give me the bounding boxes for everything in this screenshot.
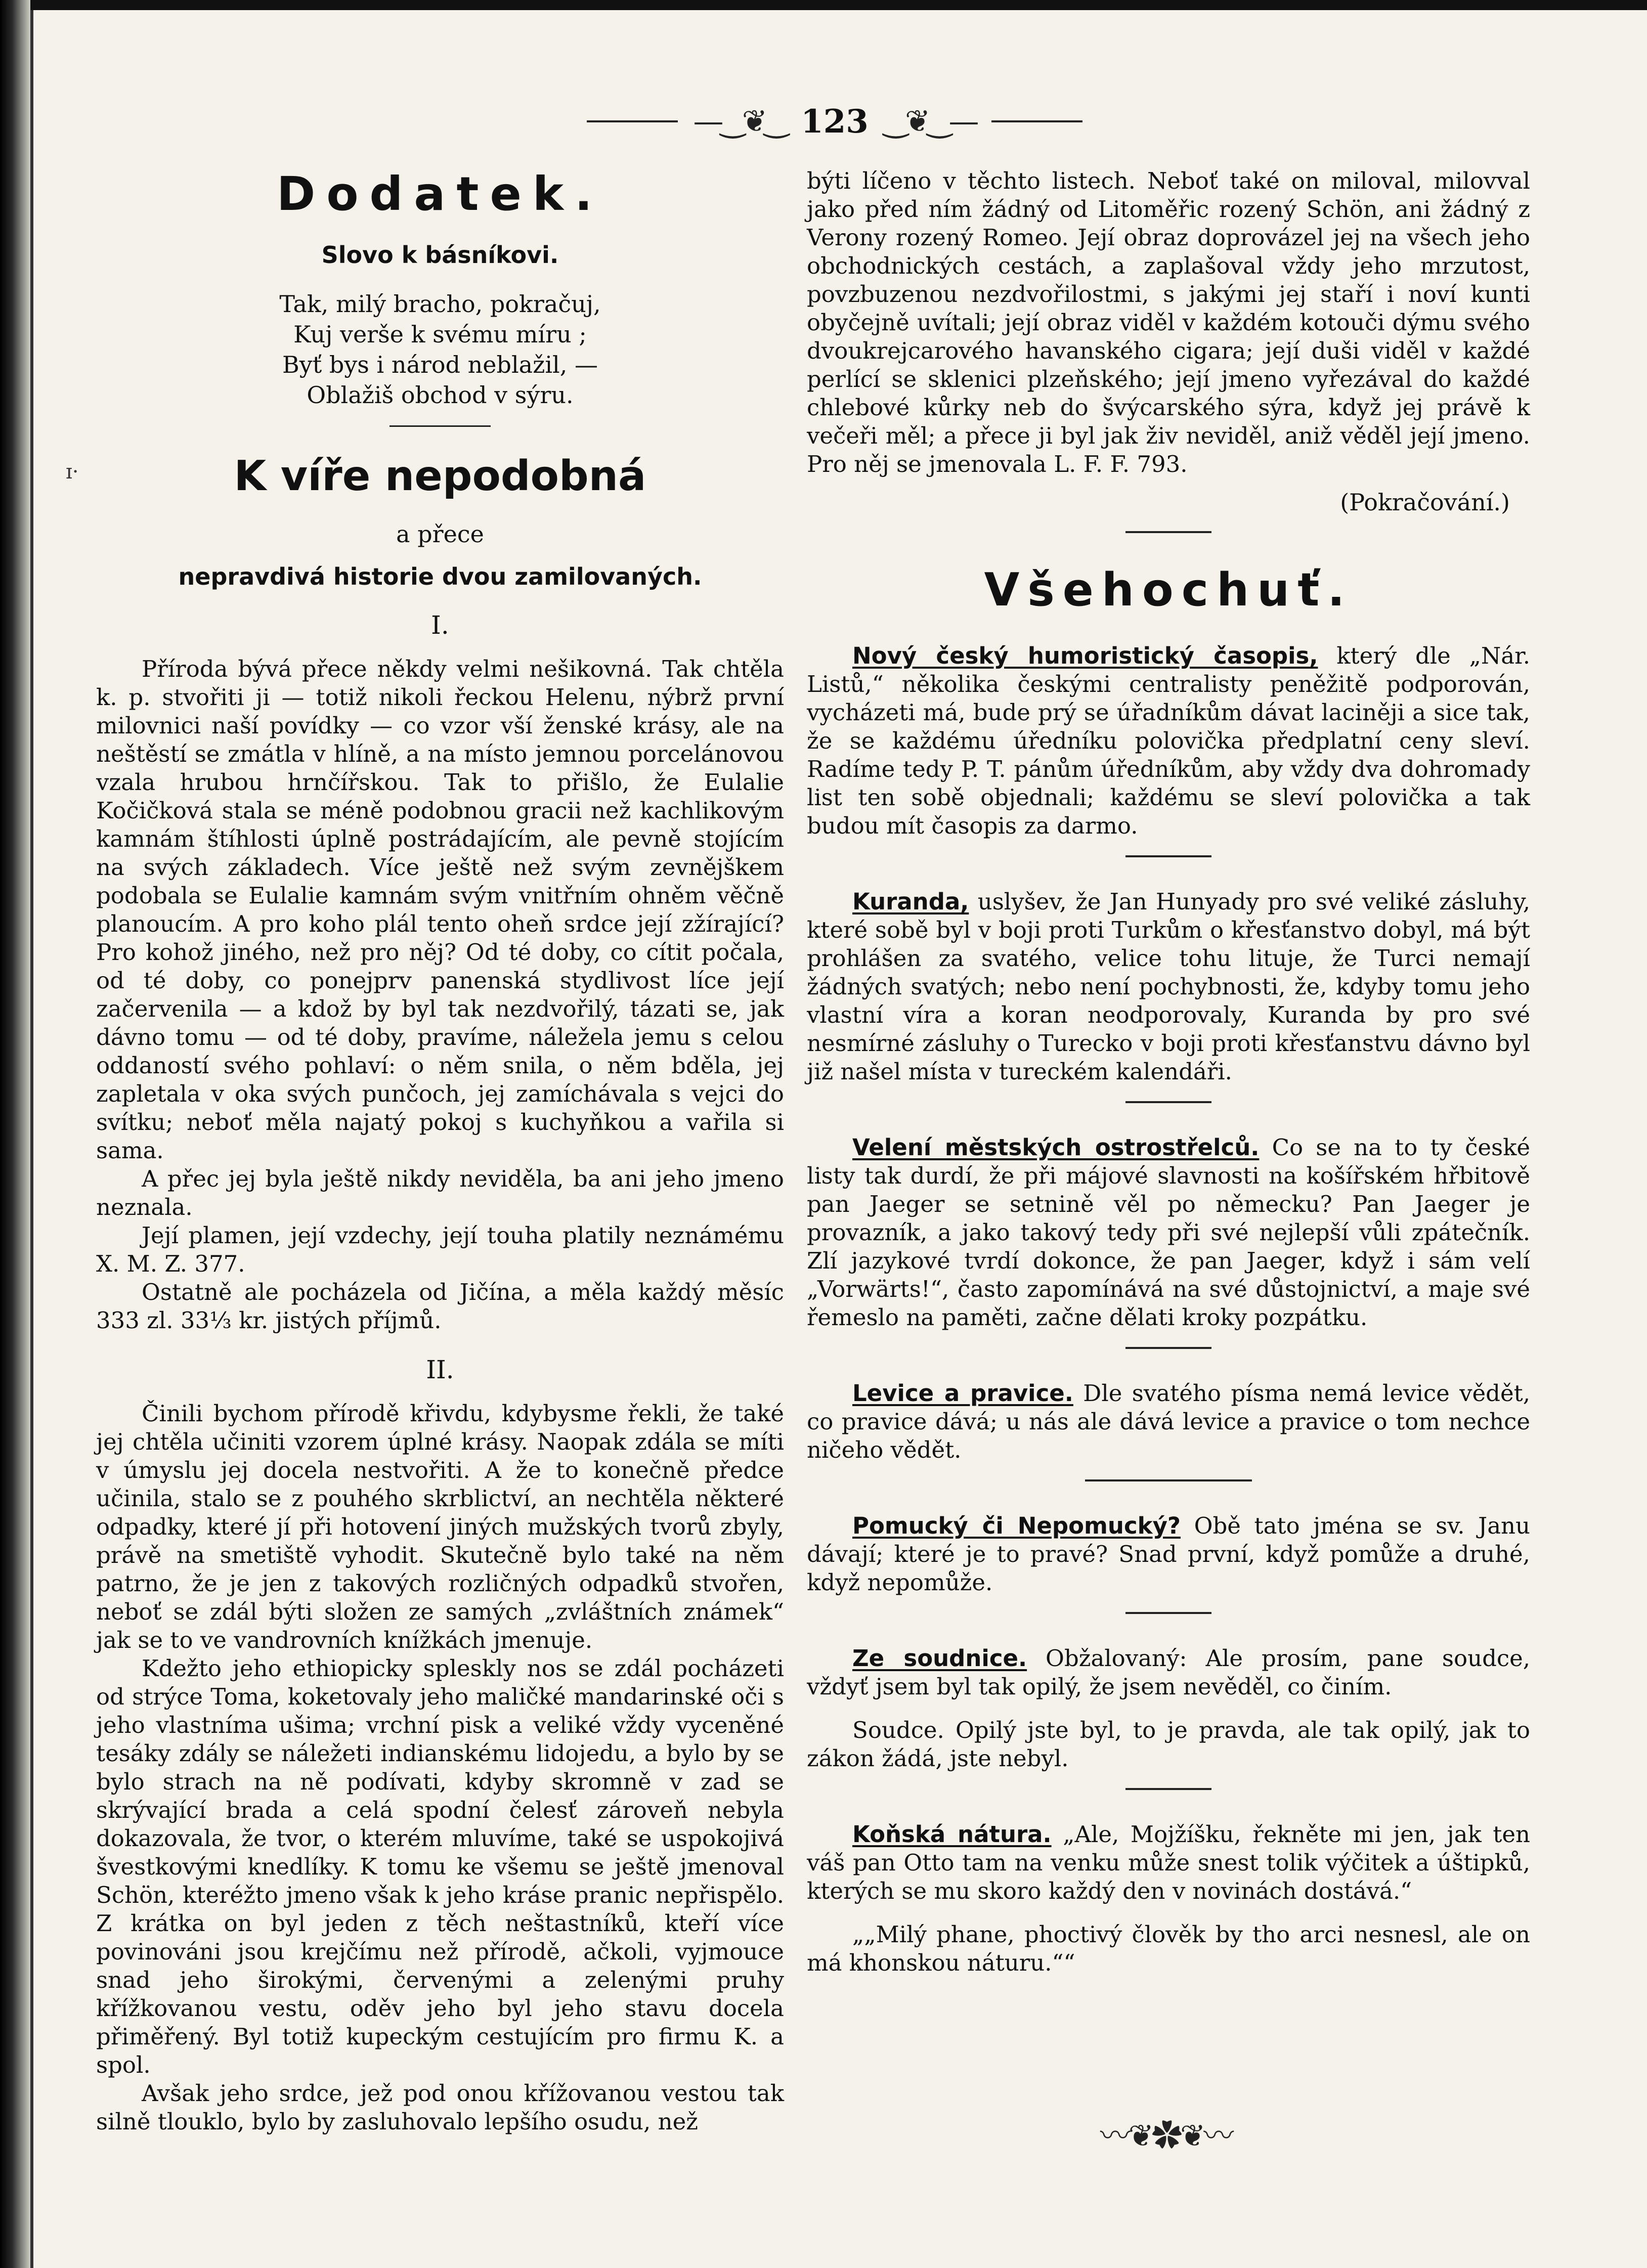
page-number: 123 [801, 102, 869, 141]
story-paragraph: Činili bychom přírodě křivdu, kdybysme řekli, že také jej chtěla učiniti vzorem úplné krásy. Naopak zdála se míti v úmyslu jej docela nestvořiti. A že to konečně předce učinila, stalo se z pouhého skrblictví, an nechtěla některé odpadky, které jí při hotovení jiných mužských tvorů zbyly, právě na smetiště vyhodit. Skutečně bylo také na něm patrno, že je jen z takových rozličných odpadků stvořen, neboť se zdál býti složen ze samých „zvláštních známek“ jak se to ve vandrovních knížkách jmenuje. [96, 1400, 784, 1653]
entry-text: Co se na to ty české listy tak durdí, že při májové slavnosti na košířském hřbitově pan Jaeger se setnině věl po německu? Pan Jaeger je provazník, a jako takový tedy při své nejlepší vůli zpátečník. Zlí jazykové tvrdí dokonce, že pan Jaeger, když i sám velí „Vorwärts!“, často zapomínává na své důstojnictví, a maje své řemeslo na paměti, začne dělati kroky pozpátku. [807, 1134, 1530, 1331]
header-ornament-left: —‿❦‿ [693, 104, 786, 139]
story-paragraph: Její plamen, její vzdechy, její touha platily neznámému X. M. Z. 377. [96, 1222, 784, 1277]
story-paragraph: A přec jej byla ještě nikdy neviděla, ba ani jeho jmeno neznala. [96, 1165, 784, 1220]
entry-separator [1125, 1101, 1211, 1103]
header-rule-left [587, 120, 678, 122]
story-paragraph: Ostatně ale pocházela od Jičína, a měla každý měsíc 333 zl. 33⅓ kr. jistých příjmů. [96, 1279, 784, 1334]
miscellany-entry [807, 1644, 1530, 1701]
entry-separator [1125, 1612, 1211, 1614]
verse-line: Oblažiš obchod v sýru. [307, 381, 574, 409]
story-title: K víře nepodobná [234, 452, 646, 500]
entry-lead: Pomucký či Nepomucký? [852, 1512, 1181, 1539]
entry-separator [1085, 1479, 1252, 1481]
entry-lead: Levice a pravice. [852, 1380, 1073, 1407]
book-spine-shadow [0, 0, 30, 2268]
header-rule-right [991, 120, 1082, 122]
footer-ornament: 〰❦✿❦〰 [1100, 2118, 1232, 2154]
verse-line: Tak, milý bracho, pokračuj, [279, 290, 601, 318]
miscellany-entry-continuation: Soudce. Opilý jste byl, to je pravda, ale tak opilý, jak to zákon žádá, jste nebyl. [807, 1717, 1530, 1772]
section-rule [1125, 531, 1211, 533]
story-continuation: býti líčeno v těchto listech. Neboť také on miloval, milovval jako před ním žádný od Litoměřic rozený Schön, ani žádný z Verony rozený Romeo. Její obraz doprovázel jej na všech jeho obchodnických cestách, a zaplašoval vždy jeho mrzutost, povzbuzenou nezdvořilostmi, s jakými jej staří i noví kunti obyčejně uvítali; její obraz viděl v každém kotouči dýmu svého dvoukrejcarového havanského cigara; její duši viděl v každé perlící se sklenici plzeňského; její jmeno vyřezával do každé chlebové kůrky neb do švýcarského sýra, když jej právě k večeři měl; a přece ji byl jak živ neviděl, aniž věděl její jmeno. Pro něj se jmenovala L. F. F. 793. [807, 167, 1530, 477]
entry-text: Dle svatého písma nemá levice vědět, co pravice dává; u nás ale dává levice a pravice o tom nechce ničeho vědět. [807, 1380, 1530, 1463]
story-connector: a přece [396, 520, 484, 548]
verse-line: Kuj verše k svému míru ; [293, 321, 587, 348]
dodatek-title: Dodatek. [276, 167, 604, 221]
verse-line: Byť bys i národ neblažil, — [282, 351, 598, 378]
dodatek-subtitle: Slovo k básníkovi. [321, 241, 559, 269]
left-column [96, 167, 784, 2136]
miscellany-entry [807, 642, 1530, 840]
entry-text: „Ale, Mojžíšku, řekněte mi jen, jak ten váš pan Otto tam na venku může snest tolik výčitek a úštipků, kterých se mu skoro každý den v novinách dostává.“ [807, 1821, 1530, 1904]
entry-separator [1125, 855, 1211, 857]
entry-lead: Kuranda, [852, 888, 969, 915]
page-header [506, 99, 1163, 144]
vsehochut-title: Všehochuť. [984, 563, 1353, 617]
margin-mark: ɪ· [66, 460, 79, 484]
entry-text: který dle „Nár. Listů,“ několika českými centralisty peněžitě podporován, vycházeti má, bude prý se úřadníkům dávat laciněji a sice tak, že se každému úředníku polovička předplatní ceny sleví. Radíme tedy P. T. pánům úředníkům, aby vždy dva dohromady list ten sobě objednali; každému se sleví polovička a tak budou mít časopis za darmo. [807, 642, 1530, 839]
entry-text: uslyšev, že Jan Hunyady pro své veliké zásluhy, které sobě byl v boji proti Turkům o křesťanstvo dobyl, má být prohlášen za svatého, velice tohu lituje, že Turci nemají žádných svatých; nebo není pochybnosti, že, kdyby tomu jeho vlastní víra a koran neodporovaly, Kuranda by pro své nesmírné zásluhy o Turecko v boji proti křesťanstvu dávno byl již našel místa v tureckém kalendáři. [807, 888, 1530, 1085]
entry-text: Obžalovaný: Ale prosím, pane soudce, vždyť jsem byl tak opilý, že jsem nevěděl, co činím. [807, 1645, 1531, 1700]
miscellany-entry [807, 1512, 1530, 1597]
entry-separator [1125, 1347, 1211, 1349]
story-paragraph: Příroda bývá přece někdy velmi nešikovná. Tak chtěla k. p. stvořiti ji — totiž nikoli řeckou Helenu, nýbrž první milovnici naší povídky — co vzor vší ženské krásy, ale na neštěstí se zmátla v hlíně, a na místo jemnou porcelánovou vzala hrubou hrnčířskou. Tak to přišlo, že Eulalie Kočičková stala se méně podobnou gracii než kachlikovým kamnám štíhlosti úplně postrádajícím, ale pevně stojícím na svých základech. Více ještě než svým zevnějškem podobala se Eulalie kamnám svým vnitřním ohněm věčně planoucím. A pro koho plál tento oheň srdce její zžírající? Pro kohož jiného, než pro něj? Od té doby, co cítit počala, od té doby, co ponejprv panenská stydlivost líce její začervenila — a kdož by byl tak nezdvořilý, tázati se, jak dávno tomu — od té doby, pravíme, náležela jemu s celou oddaností svého pohlaví: o něm snila, o něm bděla, jej zapletala v oka svých punčoch, jej zamíchávala s vejci do svítku; neboť měla najatý pokoj s kuchyňkou a vařila si sama. [96, 656, 784, 1164]
verse-block [96, 289, 784, 410]
chapter-number-2: II. [426, 1355, 454, 1384]
entry-lead: Ze soudnice. [852, 1645, 1027, 1672]
chapter-number-1: I. [431, 610, 449, 640]
story-subtitle: nepravdivá historie dvou zamilovaných. [178, 563, 702, 590]
header-ornament-right: ‿❦‿— [883, 104, 976, 139]
miscellany-entry-continuation: „„Milý phane, phoctivý člověk by tho arci nesnesl, ale on má khonskou náturu.““ [807, 1921, 1530, 1976]
miscellany-entry [807, 888, 1530, 1086]
continued-note: (Pokračování.) [1340, 489, 1510, 516]
entry-lead: Velení městských ostrostřelců. [852, 1134, 1260, 1161]
entry-separator [1125, 1788, 1211, 1790]
right-column [807, 167, 1530, 1992]
entry-lead: Koňská nátura. [852, 1821, 1052, 1848]
miscellany-entry [807, 1133, 1530, 1332]
miscellany-entry [807, 1379, 1530, 1464]
section-rule [389, 425, 491, 427]
miscellany-entry [807, 1820, 1530, 1905]
story-paragraph: Kdežto jeho ethiopicky spleskly nos se zdál pocházeti od strýce Toma, koketovaly jeho maličké mandarinské oči s jeho vlastníma ušima; vrchní pisk a veliké vždy vyceněné tesáky zdály se náležeti indianskému lidojedu, a bylo by se bylo strach na ně podívati, kdyby skromně v zad se skrývající brada a celá spodní čelesť zároveň nebyla dokazovala, že tvor, o kterém mluvíme, také se uspokojivá švestkovými knedlíky. K tomu ke všemu se ještě jmenoval Schön, kteréžto jmeno však k jeho kráse pranic nepřispělo. Z krátka on byl jeden z těch neštastníků, kteří více povinováni jsou krejčímu než přírodě, ačkoli, vyjmouce snad jeho širokými, červenými a zelenými pruhy křížkovanou vestu, oděv jeho byl jeho stavu docela přiměřený. Byl totiž kupeckým cestujícím pro firmu K. a spol. [96, 1655, 784, 2078]
story-paragraph: Avšak jeho srdce, jež pod onou křížovanou vestou tak silně tlouklo, bylo by zasluhovalo lepšího osudu, než [96, 2080, 784, 2135]
entry-lead: Nový český humoristický časopis, [852, 642, 1318, 669]
entry-text: Obě tato jména se sv. Janu dávají; které je to pravé? Snad první, když pomůže a druhé, když nepomůže. [807, 1512, 1530, 1596]
